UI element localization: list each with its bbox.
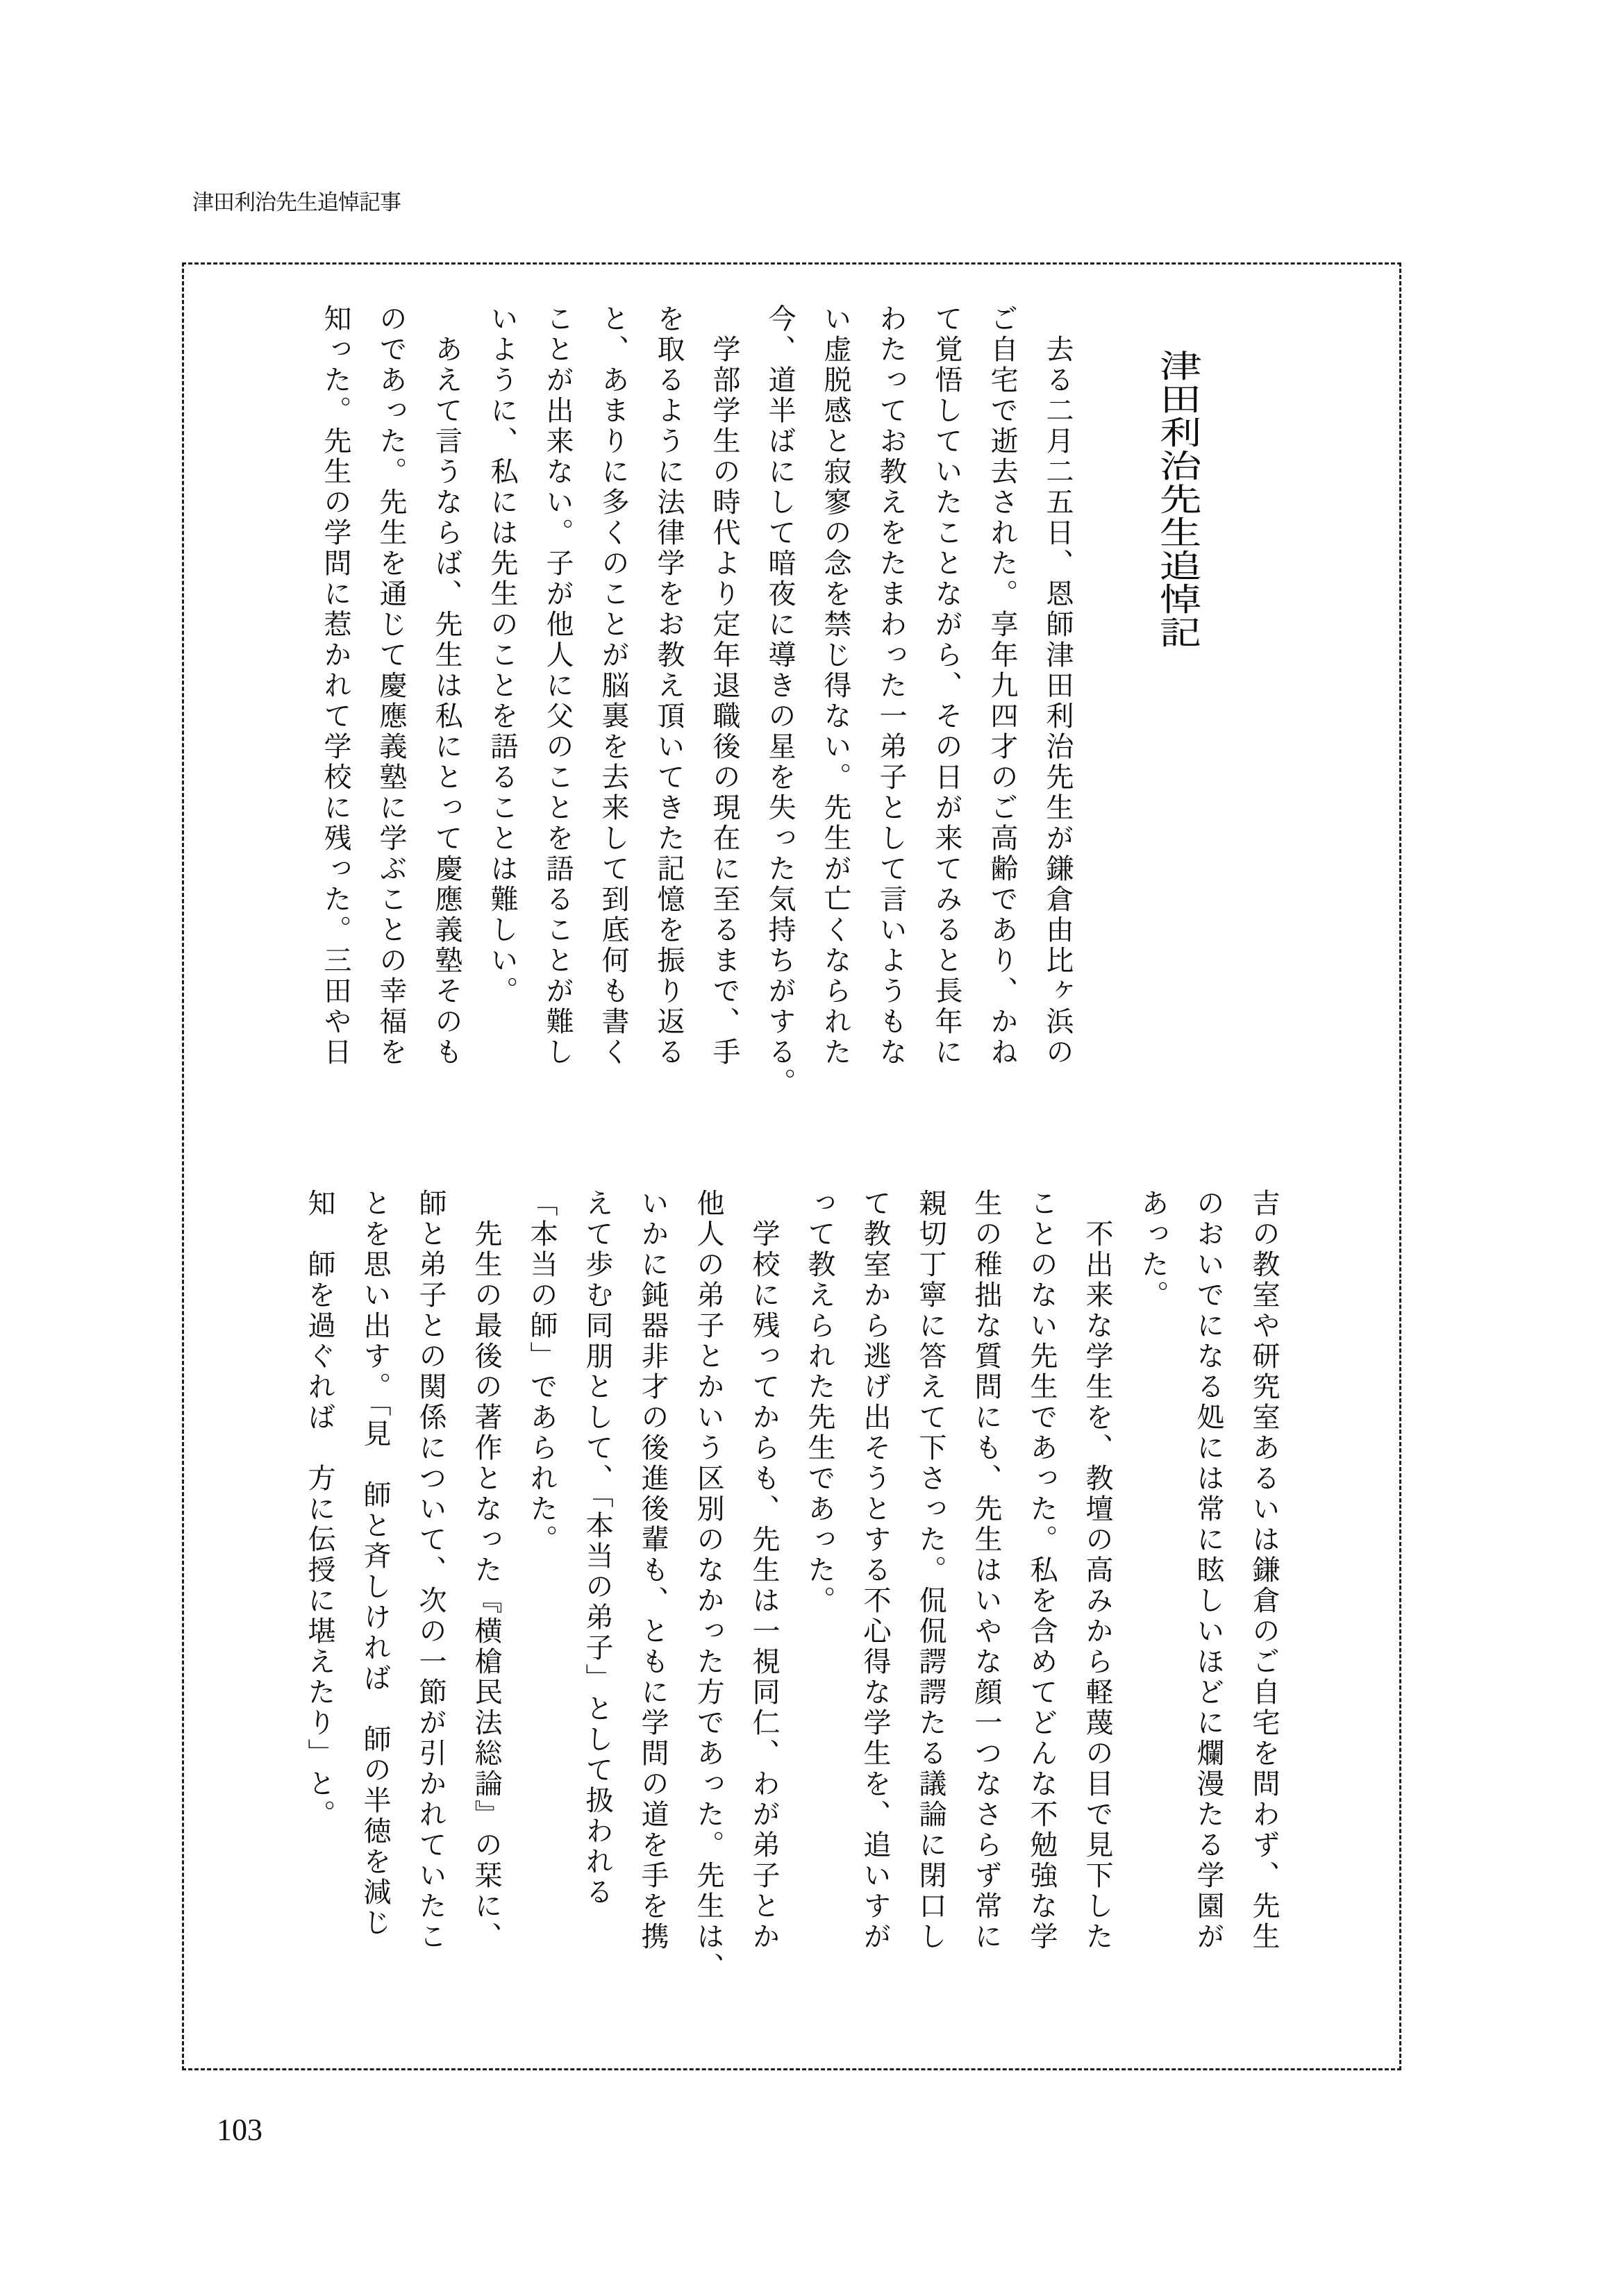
text-column: えて歩む同朋として、「本当の弟子」として扱われる [582, 1189, 613, 1908]
upper-text-block [295, 304, 1073, 1127]
text-column: 今、道半ばにして暗夜に導きの星を失った気持ちがする。 [765, 304, 796, 1098]
text-column: 先生の最後の著作となった『横槍民法総論』の栞に、 [471, 1189, 502, 1952]
text-column: て覚悟していたことながら、その日が来てみると長年に [931, 304, 962, 1068]
text-column: 「本当の師」であられた。 [526, 1189, 558, 1555]
page-number: 103 [217, 2113, 262, 2147]
text-column: 不出来な学生を、教壇の高みから軽蔑の目で見下した [1082, 1189, 1113, 1952]
text-column: って教えられた先生であった。 [804, 1189, 835, 1616]
text-column: 学部学生の時代より定年退職後の現在に至るまで、手 [709, 304, 740, 1068]
article-title: 津田利治先生追悼記 [1154, 349, 1201, 649]
text-column: いように、私には先生のことを語ることは難しい。 [487, 304, 518, 1007]
text-column: 去る二月二五日、恩師津田利治先生が鎌倉由比ヶ浜の [1042, 304, 1074, 1068]
text-column: 他人の弟子とかいう区別のなかった方であった。先生は、 [693, 1189, 724, 1983]
text-column: 知 師を過ぐれば 方に伝授に堪えたり」と。 [304, 1189, 335, 1830]
text-column: 生の稚拙な質問にも、先生はいやな顔一つなさらず常に [971, 1189, 1002, 1952]
text-column: て教室から逃げ出そうとする不心得な学生を、追いすが [860, 1189, 891, 1952]
text-column: い虚脱感と寂寥の念を禁じ得ない。先生が亡くなられた [820, 304, 851, 1068]
text-column: 吉の教室や研究室あるいは鎌倉のご自宅を問わず、先生 [1249, 1189, 1280, 1952]
text-column: わたってお教えをたまわった一弟子として言いようもな [876, 304, 907, 1068]
text-column: 親切丁寧に答えて下さった。侃侃諤諤たる議論に閉口し [915, 1189, 946, 1952]
text-column: あえて言うならば、先生は私にとって慶應義塾そのも [431, 304, 462, 1068]
text-column: とを思い出す。「見 師と斉しければ 師の半徳を減じ [360, 1189, 391, 1938]
text-column: 師と弟子との関係について、次の一節が引かれていたこ [415, 1189, 447, 1952]
lower-text-block [304, 1189, 1279, 2025]
text-column: のおいでになる処には常に眩しいほどに爛漫たる学園が [1193, 1189, 1224, 1952]
text-column: のであった。先生を通じて慶應義塾に学ぶことの幸福を [376, 304, 407, 1068]
text-column: ことが出来ない。子が他人に父のことを語ることが難し [542, 304, 574, 1068]
running-header: 津田利治先生追悼記事 [192, 190, 401, 215]
text-column: と、あまりに多くのことが脳裏を去来して到底何も書く [598, 304, 629, 1068]
text-column: 知った。先生の学問に惹かれて学校に残った。三田や日 [320, 304, 351, 1068]
text-column: ことのない先生であった。私を含めてどんな不勉強な学 [1026, 1189, 1058, 1952]
text-column: を取るように法律学をお教え頂いてきた記憶を振り返る [653, 304, 685, 1068]
text-column: ご自宅で逝去された。享年九四才のご高齢であり、かね [987, 304, 1018, 1068]
text-column: あった。 [1137, 1189, 1169, 1311]
text-column: いかに鈍器非才の後進後輩も、ともに学問の道を手を携 [637, 1189, 669, 1952]
text-column: 学校に残ってからも、先生は一視同仁、わが弟子とか [749, 1189, 780, 1952]
